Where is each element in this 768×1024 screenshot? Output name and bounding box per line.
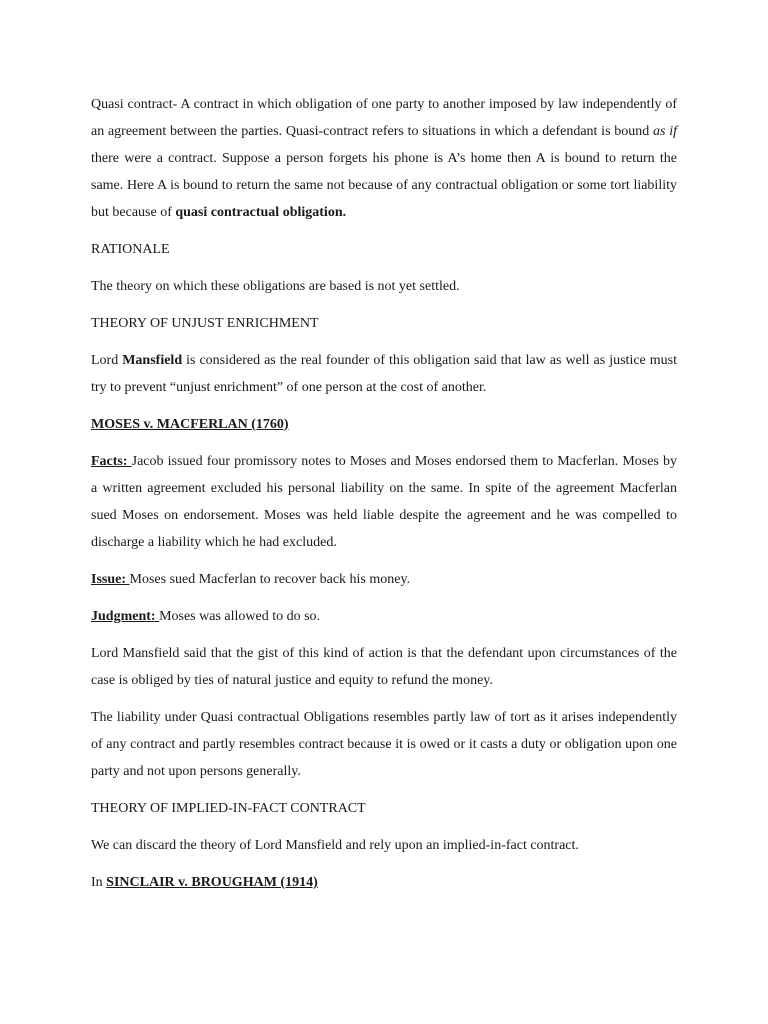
discard-paragraph: We can discard the theory of Lord Mansfield and rely upon an implied-in-fact contract. bbox=[91, 838, 579, 853]
unjust-enrichment-heading: THEORY OF UNJUST ENRICHMENT bbox=[91, 316, 319, 331]
case-moses-title: MOSES v. MACFERLAN (1760) bbox=[91, 417, 289, 432]
issue-label: Issue: bbox=[91, 572, 130, 587]
judgment-text: Moses was allowed to do so. bbox=[159, 609, 321, 624]
mansfield-paragraph bbox=[91, 347, 677, 401]
liability-paragraph: The liability under Quasi contractual Obligations resembles partly law of tort as it arises independently of any contract and partly resembles contract because it is owed or it casts a duty or obligation upon one party and not upon persons generally. bbox=[91, 710, 677, 779]
case-sinclair-line bbox=[91, 869, 677, 896]
intro-text-1: Quasi contract- A contract in which obligation of one party to another imposed by law independently of an agreement between the parties. Quasi-contract refers to situations in which a defendant is bound bbox=[91, 97, 677, 139]
document-page bbox=[91, 91, 677, 906]
mansfield-text-2: is considered as the real founder of this obligation said that law as well as justice must try to prevent “unjust enrichment” of one person at the cost of another. bbox=[91, 353, 677, 395]
case-moses-heading bbox=[91, 411, 677, 438]
implied-contract-heading: THEORY OF IMPLIED-IN-FACT CONTRACT bbox=[91, 801, 366, 816]
quasi-obligation-bold: quasi contractual obligation. bbox=[175, 205, 347, 220]
issue-paragraph bbox=[91, 566, 677, 593]
judgment-label: Judgment: bbox=[91, 609, 160, 624]
intro-text-2: there were a contract. Suppose a person forgets his phone is A’s home then A is bound to return the same. Here A is bound to return the same not because of any contractual obligation or some tort liability but because of bbox=[91, 151, 677, 220]
case-sinclair-prefix: In bbox=[91, 875, 107, 890]
facts-paragraph bbox=[91, 448, 677, 556]
rationale-heading: RATIONALE bbox=[91, 242, 170, 257]
intro-paragraph bbox=[91, 91, 677, 226]
mansfield-bold: Mansfield bbox=[122, 353, 183, 368]
facts-label: Facts: bbox=[91, 454, 132, 469]
gist-paragraph: Lord Mansfield said that the gist of this kind of action is that the defendant upon circumstances of the case is obliged by ties of natural justice and equity to refund the money. bbox=[91, 646, 677, 688]
case-sinclair-title: SINCLAIR v. BROUGHAM (1914) bbox=[106, 875, 318, 890]
judgment-paragraph bbox=[91, 603, 677, 630]
as-if-italic: as if bbox=[653, 124, 677, 139]
issue-text: Moses sued Macferlan to recover back his money. bbox=[129, 572, 411, 587]
mansfield-text-1: Lord bbox=[91, 353, 123, 368]
theory-not-settled-paragraph: The theory on which these obligations are based is not yet settled. bbox=[91, 279, 460, 294]
facts-text: Jacob issued four promissory notes to Moses and Moses endorsed them to Macferlan. Moses by a written agreement excluded his personal liability on the same. In spite of the agreement Macferlan sued Moses on endorsement. Moses was held liable despite the agreement and he was compelled to discharge a liability which he had excluded. bbox=[91, 454, 677, 550]
